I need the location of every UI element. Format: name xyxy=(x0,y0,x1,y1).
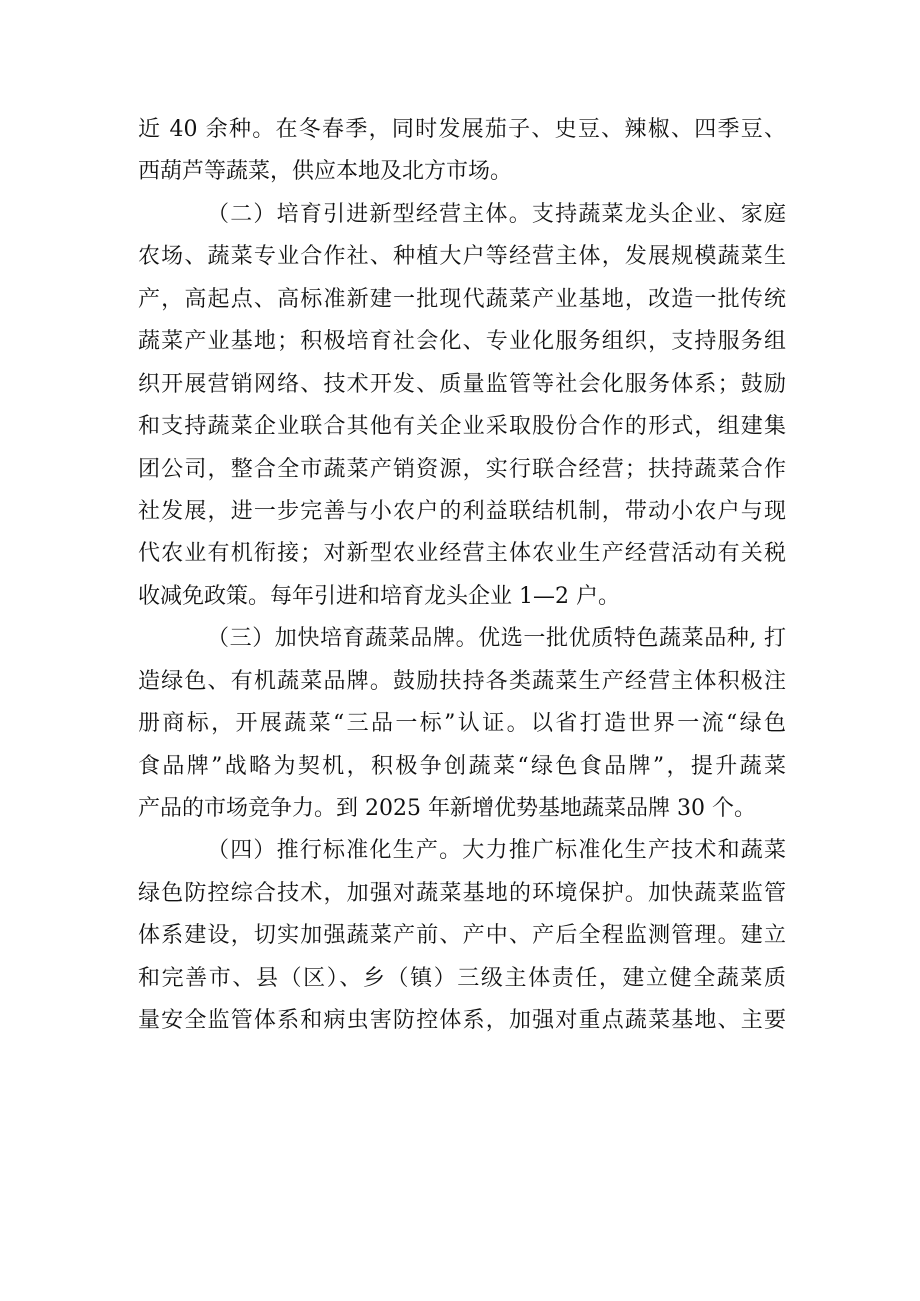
body-text xyxy=(138,109,786,1043)
paragraph-3-line-3: 册商标，开展蔬菜“三品一标”认证。以省打造世界一流“绿色 xyxy=(138,711,786,737)
paragraph-3-line-1: （三）加快培育蔬菜品牌。优选一批优质特色蔬菜品种, 打 xyxy=(207,626,786,652)
paragraph-2-line-10: 收减免政策。每年引进和培育龙头企业 1—2 户。 xyxy=(138,583,620,609)
paragraph-4-line-4: 和完善市、县（区）、乡（镇）三级主体责任，建立健全蔬菜质 xyxy=(138,965,786,991)
paragraph-2-line-7: 团公司，整合全市蔬菜产销资源，实行联合经营；扶持蔬菜合作 xyxy=(138,456,786,482)
paragraph-4-line-3: 体系建设，切实加强蔬菜产前、产中、产后全程监测管理。建立 xyxy=(138,923,786,949)
paragraph-2-line-8: 社发展，进一步完善与小农户的利益联结机制，带动小农户与现 xyxy=(138,498,786,524)
paragraph-4-line-1: （四）推行标准化生产。大力推广标准化生产技术和蔬菜 xyxy=(207,838,786,864)
paragraph-3-line-4: 食品牌”战略为契机，积极争创蔬菜“绿色食品牌”，提升蔬菜 xyxy=(138,753,786,779)
paragraph-2-line-1: （二）培育引进新型经营主体。支持蔬菜龙头企业、家庭 xyxy=(207,201,786,227)
paragraph-3-line-5: 产品的市场竞争力。到 2025 年新增优势基地蔬菜品牌 30 个。 xyxy=(138,796,756,821)
paragraph-1-line-1: 近 40 余种。在冬春季，同时发展茄子、史豆、辣椒、四季豆、 xyxy=(138,117,786,142)
paragraph-2-line-6: 和支持蔬菜企业联合其他有关企业采取股份合作的形式，组建集 xyxy=(138,414,786,440)
paragraph-2-line-9: 代农业有机衔接；对新型农业经营主体农业生产经营活动有关税 xyxy=(138,541,786,567)
paragraph-2-line-3: 产，高起点、高标准新建一批现代蔬菜产业基地，改造一批传统 xyxy=(138,286,786,312)
paragraph-4-line-2: 绿色防控综合技术，加强对蔬菜基地的环境保护。加快蔬菜监管 xyxy=(138,880,786,906)
paragraph-2-line-5: 织开展营销网络、技术开发、质量监管等社会化服务体系；鼓励 xyxy=(138,371,786,397)
paragraph-3-line-2: 造绿色、有机蔬菜品牌。鼓励扶持各类蔬菜生产经营主体积极注 xyxy=(138,668,786,694)
paragraph-2-line-4: 蔬菜产业基地；积极培育社会化、专业化服务组织，支持服务组 xyxy=(138,329,786,355)
paragraph-4-line-5: 量安全监管体系和病虫害防控体系，加强对重点蔬菜基地、主要 xyxy=(138,1008,786,1034)
paragraph-1-line-2: 西葫芦等蔬菜，供应本地及北方市场。 xyxy=(138,159,513,185)
paragraph-2-line-2: 农场、蔬菜专业合作社、种植大户等经营主体，发展规模蔬菜生 xyxy=(138,244,786,270)
